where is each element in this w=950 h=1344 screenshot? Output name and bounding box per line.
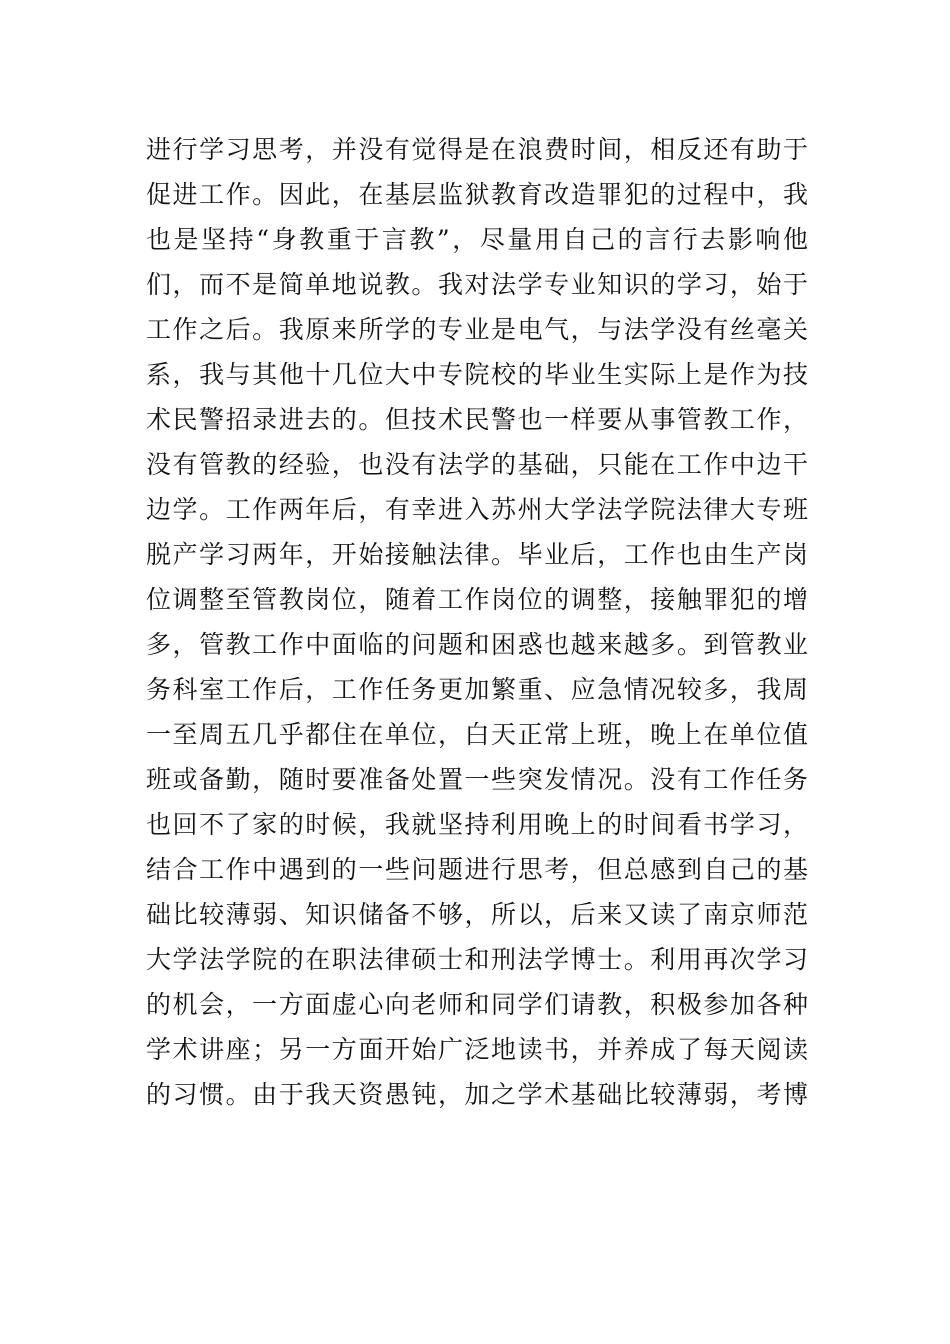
text-line: 促进工作。因此，在基层监狱教育改造罪犯的过程中，我 xyxy=(146,180,808,209)
text-line: 系，我与其他十几位大中专院校的毕业生实际上是作为技 xyxy=(146,360,808,389)
text-line: 的习惯。由于我天资愚钝，加之学术基础比较薄弱，考博 xyxy=(146,1080,808,1109)
text-line: 位调整至管教岗位，随着工作岗位的调整，接触罪犯的增 xyxy=(146,585,808,614)
text-line: 大学法学院的在职法律硕士和刑法学博士。利用再次学习 xyxy=(146,945,808,974)
text-line: 边学。工作两年后，有幸进入苏州大学法学院法律大专班 xyxy=(146,495,808,524)
text-line: 工作之后。我原来所学的专业是电气，与法学没有丝毫关 xyxy=(146,315,808,344)
text-line: 术民警招录进去的。但技术民警也一样要从事管教工作， xyxy=(146,405,808,434)
text-line: 一至周五几乎都住在单位，白天正常上班，晚上在单位值 xyxy=(146,720,808,749)
text-line: 务科室工作后，工作任务更加繁重、应急情况较多，我周 xyxy=(146,675,808,704)
text-line: 脱产学习两年，开始接触法律。毕业后，工作也由生产岗 xyxy=(146,540,808,569)
text-line: 也是坚持“身教重于言教”，尽量用自己的言行去影响他 xyxy=(146,225,808,254)
text-line: 结合工作中遇到的一些问题进行思考，但总感到自己的基 xyxy=(146,855,808,884)
text-line: 多，管教工作中面临的问题和困惑也越来越多。到管教业 xyxy=(146,630,808,659)
text-line: 础比较薄弱、知识储备不够，所以，后来又读了南京师范 xyxy=(146,900,808,929)
text-line: 们，而不是简单地说教。我对法学专业知识的学习，始于 xyxy=(146,270,808,299)
text-line: 没有管教的经验，也没有法学的基础，只能在工作中边干 xyxy=(146,450,808,479)
text-line: 班或备勤，随时要准备处置一些突发情况。没有工作任务 xyxy=(146,765,808,794)
text-line: 进行学习思考，并没有觉得是在浪费时间，相反还有助于 xyxy=(146,135,808,164)
text-line: 也回不了家的时候，我就坚持利用晚上的时间看书学习， xyxy=(146,810,808,839)
body-paragraph xyxy=(146,127,808,1117)
text-line: 学术讲座；另一方面开始广泛地读书，并养成了每天阅读 xyxy=(146,1035,808,1064)
text-line: 的机会，一方面虚心向老师和同学们请教，积极参加各种 xyxy=(146,990,808,1019)
